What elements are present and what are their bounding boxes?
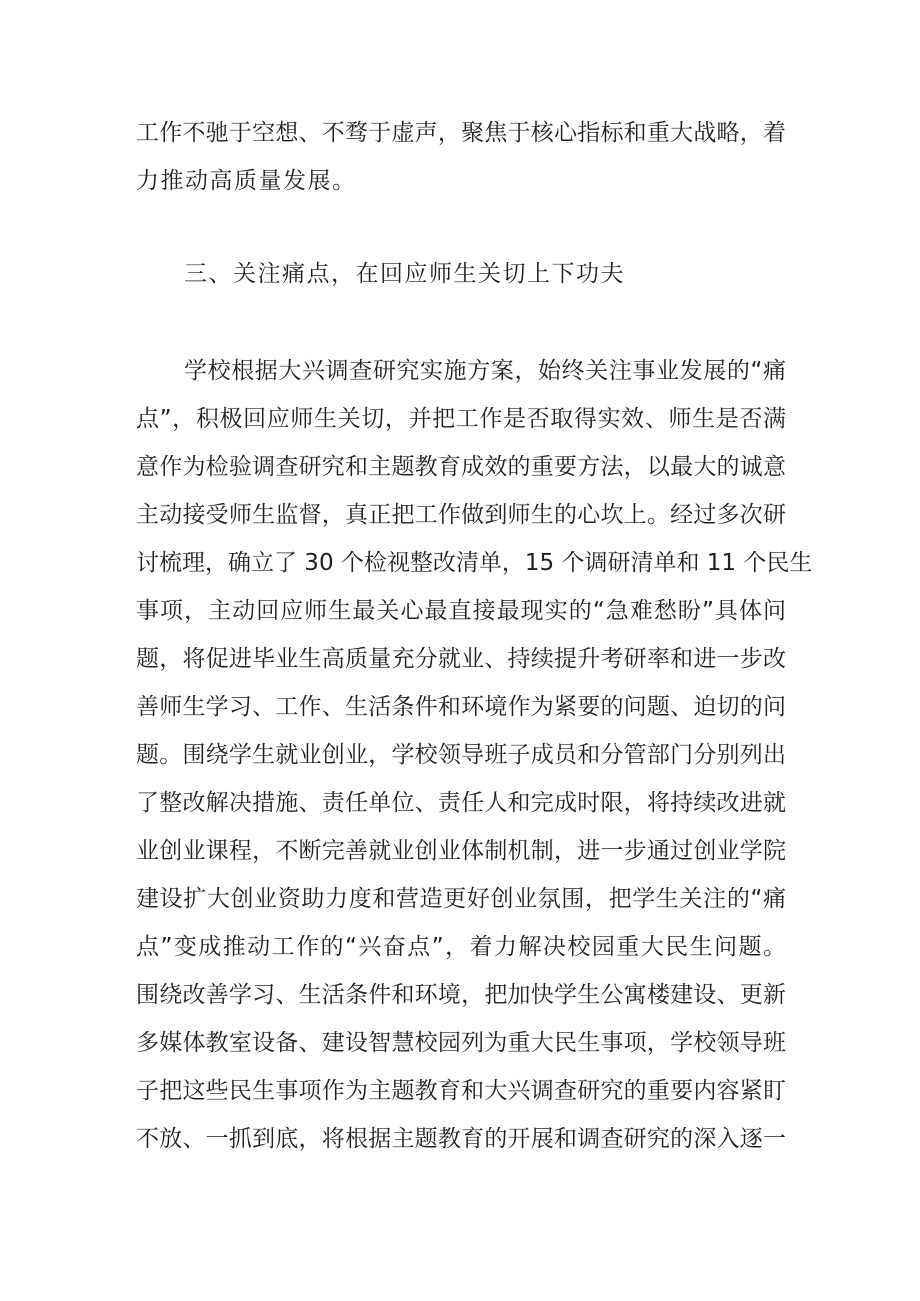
paragraph-2-line-12: 建设扩大创业资助力度和营造更好创业氛围，把学生关注的“痛 [136,886,786,912]
paragraph-2-line-11: 业创业课程，不断完善就业创业体制机制，进一步通过创业学院 [136,838,786,864]
paragraph-2-line-7: 题，将促进毕业生高质量充分就业、持续提升考研率和进一步改 [136,646,786,672]
paragraph-1-line-1: 工作不驰于空想、不骛于虚声，聚焦于核心指标和重大战略，着 [136,120,786,146]
paragraph-2-line-4: 主动接受师生监督，真正把工作做到师生的心坎上。经过多次研 [136,502,786,528]
paragraph-2-line-2: 点”，积极回应师生关切，并把工作是否取得实效、师生是否满 [136,406,786,432]
paragraph-2-line-13: 点”变成推动工作的“兴奋点”，着力解决校园重大民生问题。 [136,934,786,960]
paragraph-2-line-17: 不放、一抓到底，将根据主题教育的开展和调查研究的深入逐一 [136,1126,786,1152]
paragraph-2-line-14: 围绕改善学习、生活条件和环境，把加快学生公寓楼建设、更新 [136,982,786,1008]
paragraph-1-line-2: 力推动高质量发展。 [136,168,357,194]
paragraph-2-line-8: 善师生学习、工作、生活条件和环境作为紧要的问题、迫切的问 [136,694,786,720]
paragraph-2-line-3: 意作为检验调查研究和主题教育成效的重要方法，以最大的诚意 [136,454,786,480]
paragraph-2-line-16: 子把这些民生事项作为主题教育和大兴调查研究的重要内容紧盯 [136,1078,786,1104]
paragraph-2-line-15: 多媒体教室设备、建设智慧校园列为重大民生事项，学校领导班 [136,1030,786,1056]
paragraph-2-line-5: 讨梳理，确立了 30 个检视整改清单，15 个调研清单和 11 个民生 [136,550,813,576]
section-heading: 三、关注痛点，在回应师生关切上下功夫 [184,261,625,287]
paragraph-2-line-10: 了整改解决措施、责任单位、责任人和完成时限，将持续改进就 [136,790,786,816]
paragraph-2-line-9: 题。围绕学生就业创业，学校领导班子成员和分管部门分别列出 [136,742,786,768]
paragraph-2-line-1: 学校根据大兴调查研究实施方案，始终关注事业发展的“痛 [184,358,786,384]
paragraph-2-line-6: 事项，主动回应师生最关心最直接最现实的“急难愁盼”具体问 [136,598,786,624]
